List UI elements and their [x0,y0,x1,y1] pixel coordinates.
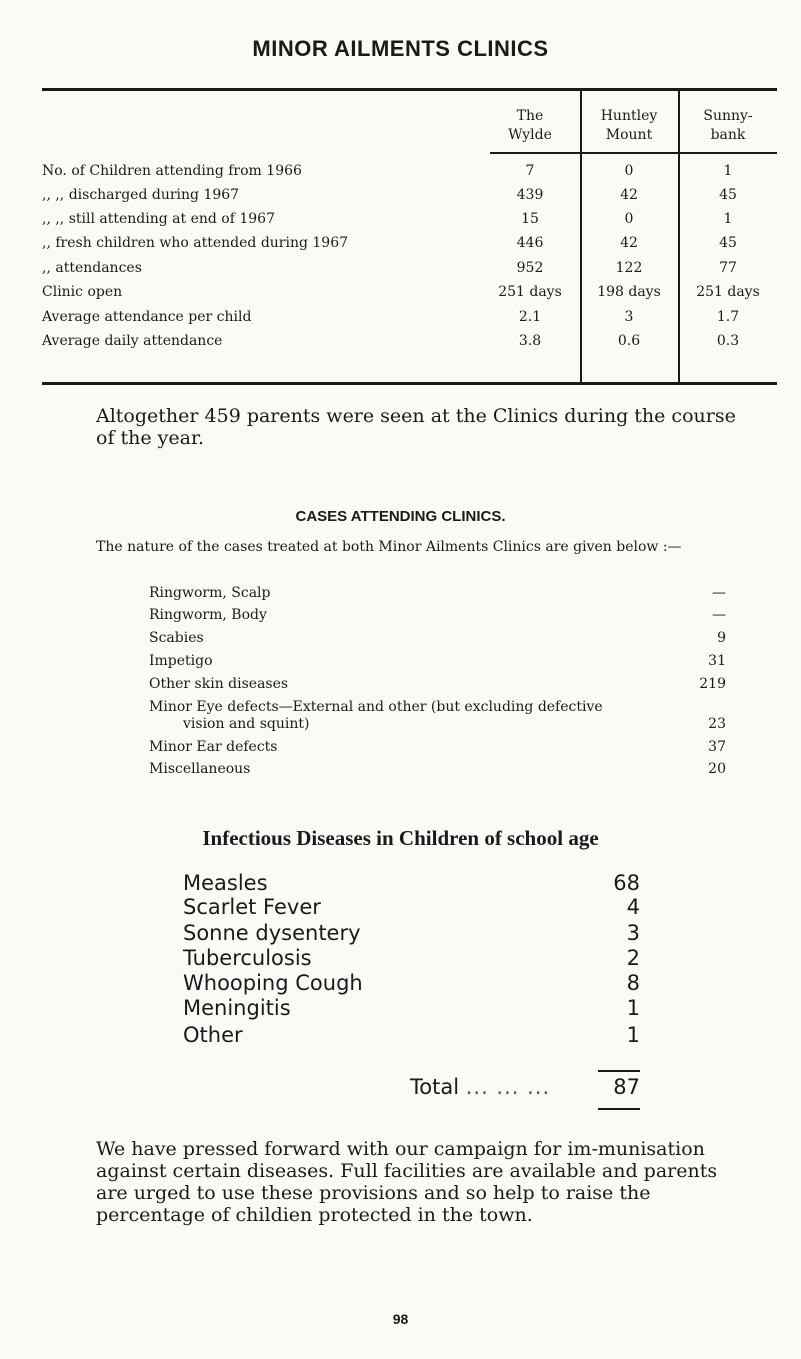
table-cell: 7 [525,163,535,179]
disease-count: 4 [626,895,640,919]
disease-label: Measles [183,871,268,895]
total-row [410,1075,550,1099]
page-number: 98 [392,1311,409,1327]
table-row-label: Average attendance per child [42,309,252,325]
case-value: 23 [708,716,726,732]
case-label: Ringworm, Body [149,607,267,623]
disease-count: 3 [626,921,640,945]
disease-label: Whooping Cough [183,971,363,995]
case-label: Minor Ear defects [149,739,278,755]
table-cell: 45 [719,235,737,251]
case-value: 37 [708,739,726,755]
column-header-huntley-mount [580,107,678,145]
case-label: Ringworm, Scalp [149,585,271,601]
table-cell: 1.7 [716,309,740,325]
column-header-text: The Wylde [508,108,552,143]
cases-heading: CASES ATTENDING CLINICS. [295,508,506,525]
table-cell: 439 [516,187,544,203]
table-cell: 952 [516,260,544,276]
case-value: — [712,585,726,601]
table-cell: 2.1 [518,309,542,325]
attendance-paragraph: Altogether 459 parents were seen at the Clinics during the course of the year. [96,405,736,449]
table-cell: 446 [516,235,544,251]
table-row-label: Clinic open [42,284,123,300]
dot-leader: ... ... ... [465,1075,551,1099]
page-title: MINOR AILMENTS CLINICS [252,36,549,61]
infectious-heading: Infectious Diseases in Children of school age [202,826,599,850]
table-cell: 42 [620,235,638,251]
disease-count: 2 [626,946,640,970]
table-cell: 1 [723,211,733,227]
table-cell: 3 [624,309,634,325]
table-row-label: ,, ,, still attending at end of 1967 [42,211,275,227]
table-cell: 0.3 [716,333,740,349]
disease-label: Meningitis [183,996,291,1020]
disease-label: Sonne dysentery [183,921,361,945]
total-label: Total [410,1075,460,1099]
table-cell: 15 [521,211,539,227]
table-row-label: ,, fresh children who attended during 1967 [42,235,349,251]
immunisation-paragraph: We have pressed forward with our campaign for im-munisation against certain diseases. Full facilities are available and parents are urged to use these provisions and so help to raise the percentage of childien protected in the town. [96,1138,718,1226]
case-label: Scabies [149,630,204,646]
total-top-rule [598,1070,640,1072]
total-value: 87 [613,1075,640,1099]
case-value: 31 [708,653,726,669]
table-cell: 122 [615,260,643,276]
case-value: 219 [699,676,726,692]
table-cell: 42 [620,187,638,203]
disease-label: Other [183,1023,243,1047]
case-label: vision and squint) [183,716,310,732]
table-cell: 251 days [696,284,760,300]
disease-count: 1 [626,996,640,1020]
disease-count: 68 [613,871,640,895]
table-row-label: Average daily attendance [42,333,223,349]
table-cell: 198 days [597,284,661,300]
table-bottom-rule [42,382,777,385]
case-value: 9 [717,630,726,646]
table-row-label: ,, ,, discharged during 1967 [42,187,240,203]
disease-count: 1 [626,1023,640,1047]
column-header-text: Sunny- bank [703,108,753,143]
table-row-label: ,, attendances [42,260,142,276]
table-row-label: No. of Children attending from 1966 [42,163,302,179]
table-cell: 0 [624,163,634,179]
table-cell: 1 [723,163,733,179]
table-cell: 251 days [498,284,562,300]
column-header-sunnybank [678,107,778,145]
column-header-the-wylde [490,107,570,145]
disease-label: Tuberculosis [183,946,312,970]
cases-intro: The nature of the cases treated at both Minor Ailments Clinics are given below :— [96,539,682,555]
table-cell: 0.6 [617,333,641,349]
case-label: Other skin diseases [149,676,289,692]
case-value: — [712,607,726,623]
case-label: Miscellaneous [149,761,251,777]
disease-count: 8 [626,971,640,995]
disease-label: Scarlet Fever [183,895,321,919]
table-cell: 77 [719,260,737,276]
case-label: Impetigo [149,653,213,669]
total-bottom-rule [598,1108,640,1110]
column-header-text: Huntley Mount [600,108,658,143]
case-label: Minor Eye defects—External and other (but excluding defective [149,699,603,715]
case-value: 20 [708,761,726,777]
table-cell: 0 [624,211,634,227]
table-top-rule [42,88,777,91]
table-cell: 45 [719,187,737,203]
table-header-rule [490,152,777,154]
table-cell: 3.8 [518,333,542,349]
